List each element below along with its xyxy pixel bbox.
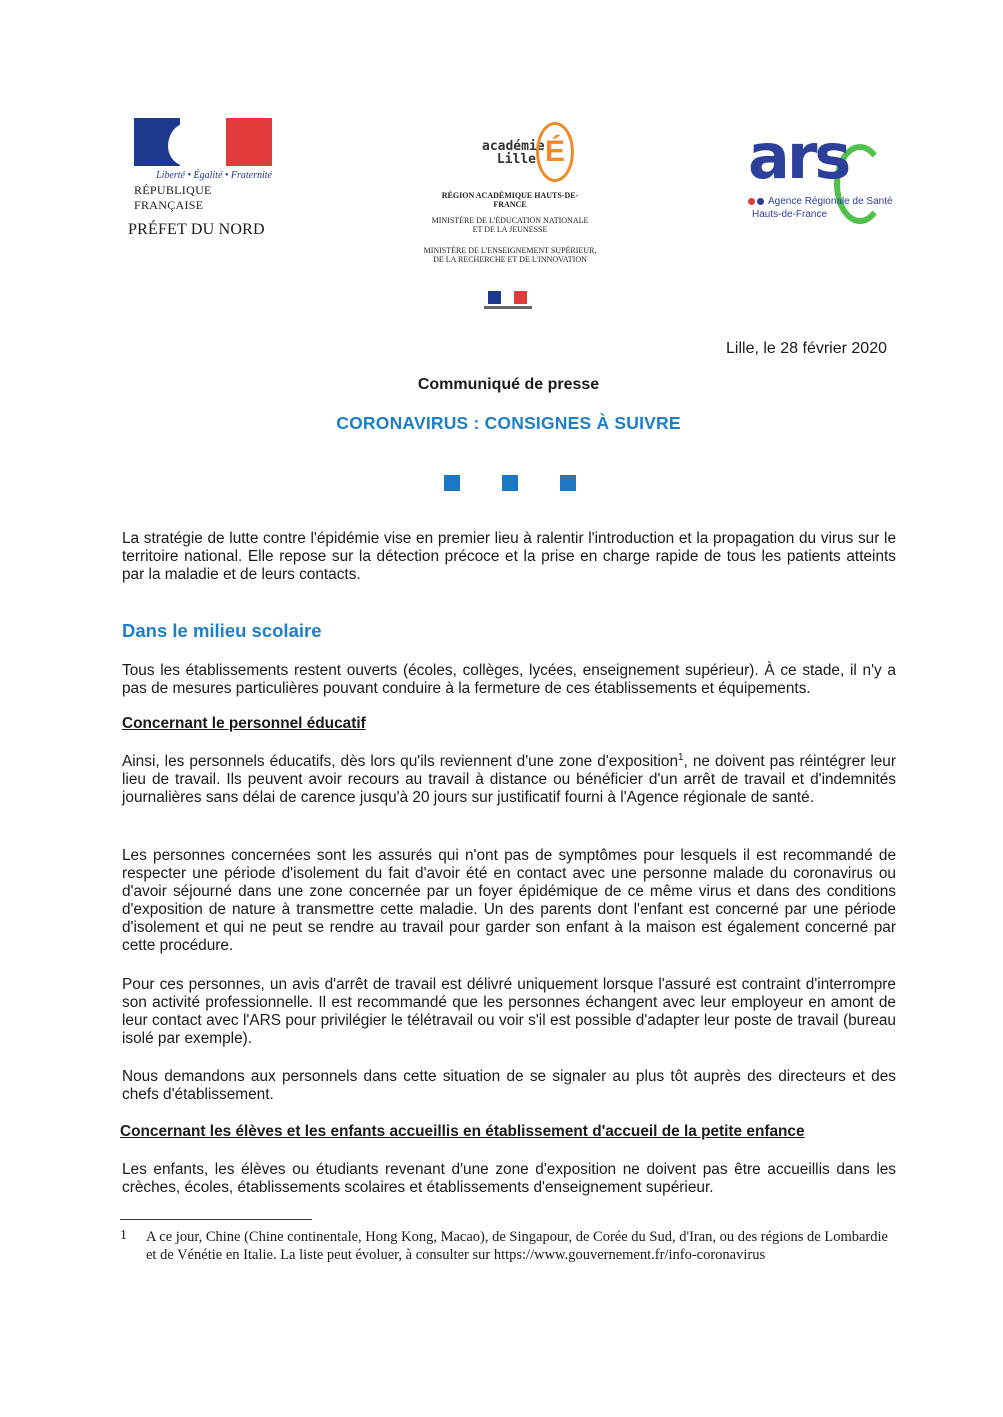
footnote-divider [120, 1219, 312, 1220]
paragraph-personnel: Ainsi, les personnels éducatifs, dès lors qu'ils reviennent d'une zone d'exposition$^1$, ne doivent pas réintégrer leur lieu de travail. Ils peuvent avoir recours au travail à distance ou bénéficier d'un arrêt de travail et d'indemnités journalières sans délai de carence jusqu'à 20 jours sur justificatif fourni à l'Agence régionale de santé. [122, 751, 896, 806]
ars-wordmark: ars [748, 120, 849, 193]
academie-lille-logo [440, 118, 580, 188]
ministere-enseignement-superieur: MINISTÈRE DE L'ENSEIGNEMENT SUPÉRIEUR, DE LA RECHERCHE ET DE L'INNOVATION [423, 246, 597, 264]
footnote-text: A ce jour, Chine (Chine continentale, Hong Kong, Macao), de Singapour, de Corée du Sud, d'Iran, ou des régions de Lombardie et de Vénétie en Italie. La liste peut évoluer, à consulter sur https://www.gouvernement.fr/info-coronavirus [146, 1229, 888, 1263]
republic-name: RÉPUBLIQUE FRANÇAISE [134, 183, 212, 212]
paragraph-establishments: Tous les établissements restent ouverts (écoles, collèges, lycées, enseignement supérieur). À ce stade, il n'y a pas de mesures particulières pouvant conduire à la fermeture de ces établissements et équipements. [122, 662, 896, 697]
communique-label: Communiqué de presse [417, 376, 600, 393]
ars-agency-name: Agence Régionale de Santé [748, 196, 893, 207]
subheading-students: Concernant les élèves et les enfants accueillis en établissement d'accueil de la petite enfance [120, 1123, 805, 1140]
marianne-flag-icon [134, 118, 272, 166]
intro-paragraph: La stratégie de lutte contre l'épidémie vise en premier lieu à ralentir l'introduction et la propagation du virus sur le territoire national. Elle repose sur la détection précoce et la prise en charge rapide de tous les patients atteints par la maladie et de leurs contacts. [122, 530, 896, 583]
mini-flag-caption [484, 306, 532, 309]
footnote-number: 1 [120, 1228, 127, 1243]
subheading-personnel: Concernant le personnel éducatif [122, 715, 366, 732]
document-date: Lille, le 28 février 2020 [726, 340, 887, 357]
footnote-ref: 1 [678, 751, 684, 763]
republique-francaise-logo [134, 118, 272, 213]
academie-e-icon: É [536, 122, 574, 182]
prefet-label: PRÉFET DU NORD [128, 221, 265, 238]
region-academique: RÉGION ACADÉMIQUE HAUTS-DE-FRANCE [441, 191, 579, 209]
academie-wordmark: académie Lille [482, 139, 545, 167]
paragraph-report: Nous demandons aux personnels dans cette situation de se signaler au plus tôt auprès des directeurs et des chefs d'établissement. [122, 1068, 896, 1103]
motto: Liberté • Égalité • Fraternité [156, 170, 272, 181]
ars-region: Hauts-de-France [752, 209, 828, 220]
paragraph-work-stoppage: Pour ces personnes, un avis d'arrêt de travail est délivré uniquement lorsque l'assuré est contraint d'interrompre son activité professionnelle. Il est recommandé que les personnes échangent avec leur employeur en amont de leur contact avec l'ARS pour privilégier le télétravail ou voir s'il est possible d'adapter leur poste de travail (bureau isolé par exemple). [122, 976, 896, 1047]
ars-logo [748, 120, 898, 234]
page-title: CORONAVIRUS : CONSIGNES À SUIVRE [336, 413, 681, 433]
paragraph-concerned-persons: Les personnes concernées sont les assurés qui n'ont pas de symptômes pour lesquels il est recommandé de respecter une période d'isolement du fait d'avoir été en contact avec une personne malade du coronavirus ou d'avoir séjourné dans une zone concernée par un foyer épidémique de ce même virus et dans des conditions d'exposition de nature à transmettre cette maladie. Un des parents dont l'enfant est concerné par une période d'isolement et qui ne peut se rendre au travail pour garder son enfant à la maison est également concerné par cette procédure. [122, 847, 896, 954]
ministere-education: MINISTÈRE DE L'ÉDUCATION NATIONALE ET DE LA JEUNESSE [431, 216, 589, 234]
section-heading: Dans le milieu scolaire [122, 620, 322, 641]
paragraph-students: Les enfants, les élèves ou étudiants revenant d'une zone d'exposition ne doivent pas être accueillis dans les crèches, écoles, établissements scolaires et établissements d'enseignement supérieur. [122, 1161, 896, 1196]
decorative-squares [444, 475, 584, 491]
mini-flag-icon [488, 291, 528, 304]
